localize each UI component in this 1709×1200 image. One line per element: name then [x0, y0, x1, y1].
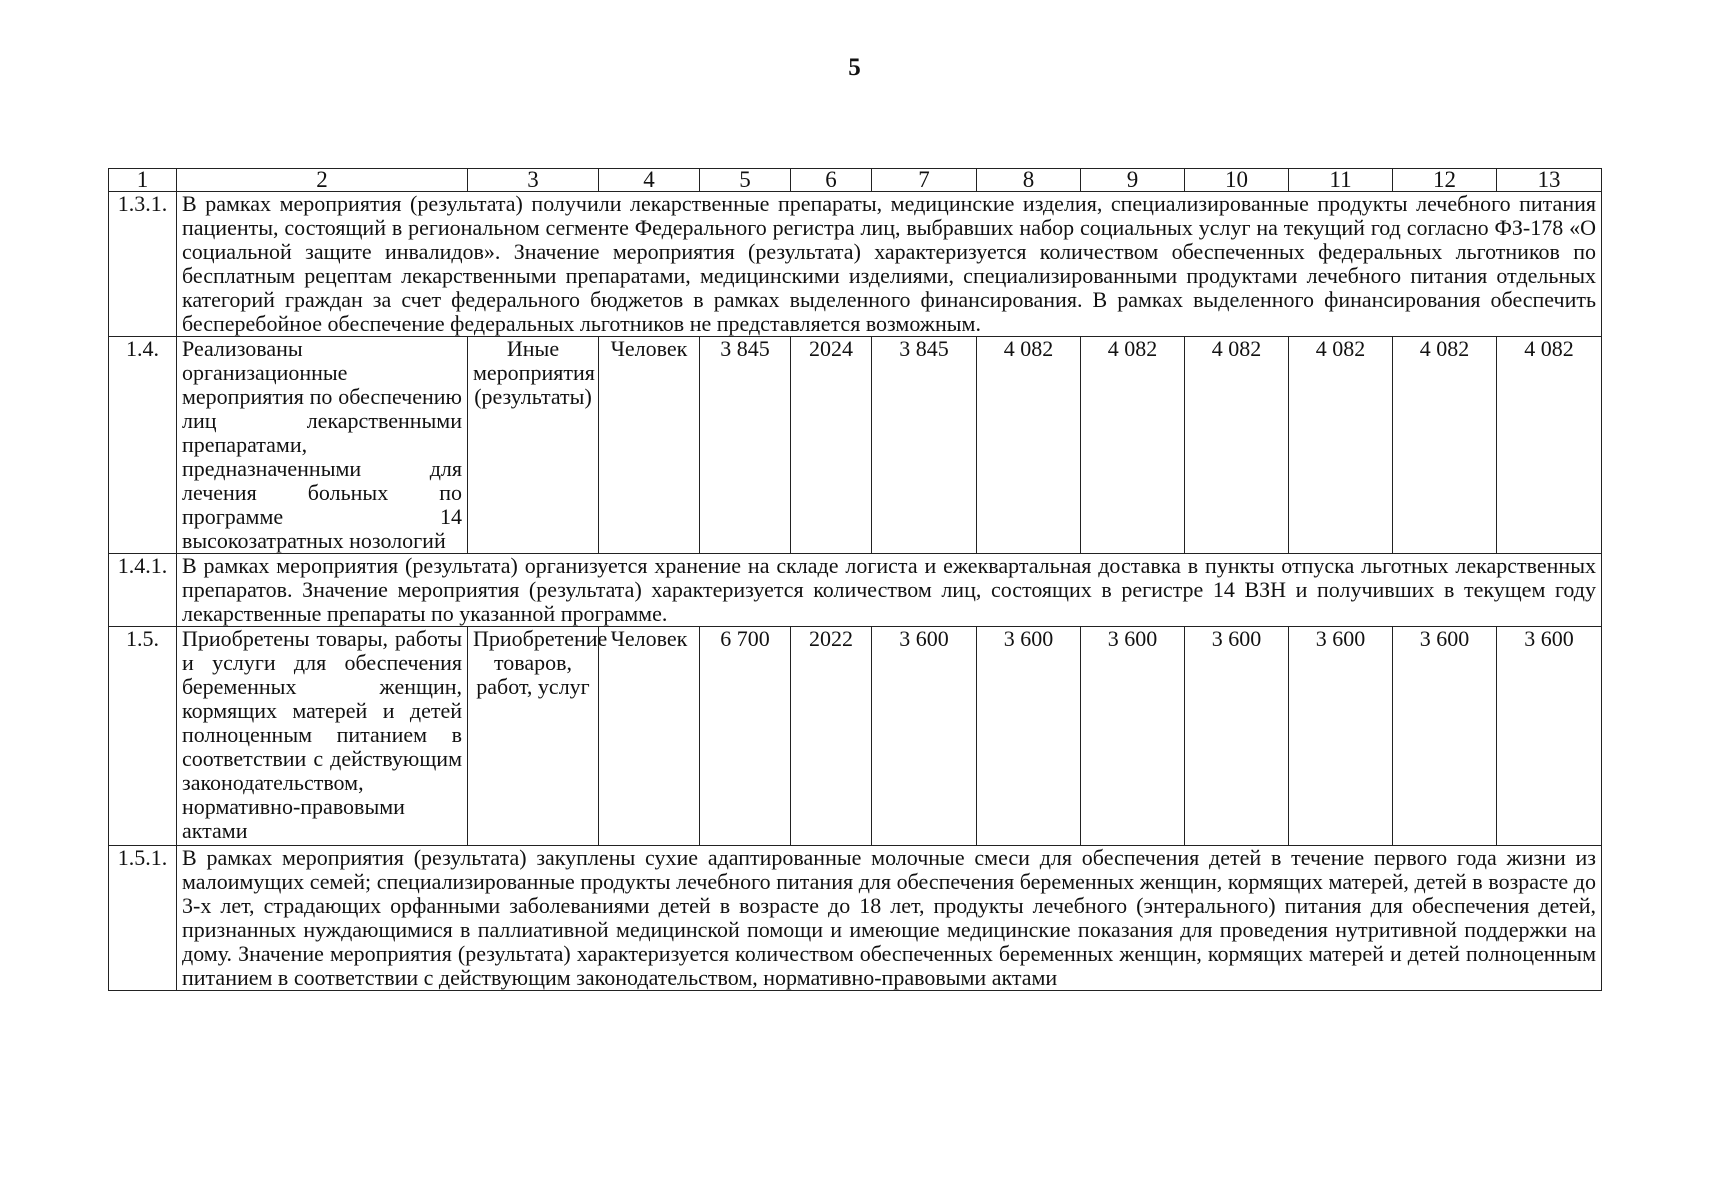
column-number: 6 — [791, 169, 872, 192]
value-cell: 4 082 — [1289, 337, 1393, 554]
value-cell: 4 082 — [1185, 337, 1289, 554]
row-description: В рамках мероприятия (результата) закуплены сухие адаптированные молочные смеси для обеспечения детей в течение первого года жизни из малоимущих семей; специализированные продукты лечебного питания для обеспечения беременных женщин, кормящих матерей, детей в возрасте до 3-х лет, страдающих орфанными заболеваниями детей в возрасте до 18 лет, продукты лечебного (энтерального) питания для обеспечения детей, признанных нуждающимися в паллиативной медицинской помощи и имеющие медицинские показания для проведения нутритивной поддержки на дому. Значение мероприятия (результата) характеризуется количеством обеспеченных беременных женщин, кормящих матерей и детей полноценным питанием в соответствии с действующим законодательством, нормативно-правовыми актами — [177, 846, 1602, 991]
column-number: 5 — [700, 169, 791, 192]
value-cell: 3 600 — [1393, 627, 1497, 846]
column-number: 2 — [177, 169, 468, 192]
value-cell: 3 600 — [1081, 627, 1185, 846]
row-description: В рамках мероприятия (результата) организуется хранение на складе логиста и ежеквартальная доставка в пункты отпуска льготных лекарственных препаратов. Значение мероприятия (результата) характеризуется количеством лиц, состоящих в регистре 14 ВЗН и получивших в текущем году лекарственные препараты по указанной программе. — [177, 554, 1602, 627]
value-cell: 4 082 — [1081, 337, 1185, 554]
column-number: 11 — [1289, 169, 1393, 192]
table-row — [109, 337, 1602, 554]
column-number: 8 — [977, 169, 1081, 192]
base-value-cell: 3 845 — [700, 337, 791, 554]
row-number: 1.4. — [109, 337, 177, 554]
column-number: 9 — [1081, 169, 1185, 192]
column-number: 1 — [109, 169, 177, 192]
table-row — [109, 554, 1602, 627]
value-cell: 4 082 — [1393, 337, 1497, 554]
value-cell: 3 600 — [1497, 627, 1602, 846]
column-number: 4 — [599, 169, 700, 192]
base-value-cell: 6 700 — [700, 627, 791, 846]
value-cell: 3 600 — [1289, 627, 1393, 846]
column-number: 10 — [1185, 169, 1289, 192]
row-number: 1.5.1. — [109, 846, 177, 991]
row-description: В рамках мероприятия (результата) получили лекарственные препараты, медицинские изделия, специализированные продукты лечебного питания пациенты, состоящий в региональном сегменте Федерального регистра лиц, выбравших набор социальных услуг на текущий год согласно ФЗ-178 «О социальной защите инвалидов». Значение мероприятия (результата) характеризуется количеством обеспеченных федеральных льготников по бесплатным рецептам лекарственными препаратами, медицинскими изделиями, специализированными продуктами лечебного питания отдельных категорий граждан за счет федерального бюджетов в рамках выделенного финансирования. В рамках выделенного финансирования обеспечить бесперебойное обеспечение федеральных льготников не представляется возможным. — [177, 192, 1602, 337]
column-number-row — [109, 169, 1602, 192]
column-number: 12 — [1393, 169, 1497, 192]
row-number: 1.5. — [109, 627, 177, 846]
row-number: 1.4.1. — [109, 554, 177, 627]
table-row — [109, 192, 1602, 337]
table-row — [109, 846, 1602, 991]
measures-table — [108, 168, 1602, 991]
column-number: 13 — [1497, 169, 1602, 192]
measure-name: Реализованы организационные мероприятия по обеспечению лиц лекарственными препаратами, предназначенными для лечения больных по программе 14 высокозатратных нозологий — [177, 337, 468, 554]
value-cell: 3 600 — [1185, 627, 1289, 846]
column-number: 7 — [872, 169, 977, 192]
value-cell: 3 845 — [872, 337, 977, 554]
base-year-cell: 2022 — [791, 627, 872, 846]
unit-cell: Человек — [599, 627, 700, 846]
page-number: 5 — [848, 54, 861, 81]
column-number: 3 — [468, 169, 599, 192]
value-cell: 3 600 — [977, 627, 1081, 846]
unit-cell: Человек — [599, 337, 700, 554]
measure-name: Приобретены товары, работы и услуги для обеспечения беременных женщин, кормящих матерей и детей полноценным питанием в соответствии с действующим законодательством, нормативно-правовыми актами — [177, 627, 468, 846]
value-cell: 4 082 — [977, 337, 1081, 554]
table-row — [109, 627, 1602, 846]
row-number: 1.3.1. — [109, 192, 177, 337]
value-cell: 4 082 — [1497, 337, 1602, 554]
measure-type: Иные мероприятия (результаты) — [468, 337, 599, 554]
base-year-cell: 2024 — [791, 337, 872, 554]
value-cell: 3 600 — [872, 627, 977, 846]
measure-type: Приобретение товаров, работ, услуг — [468, 627, 599, 846]
